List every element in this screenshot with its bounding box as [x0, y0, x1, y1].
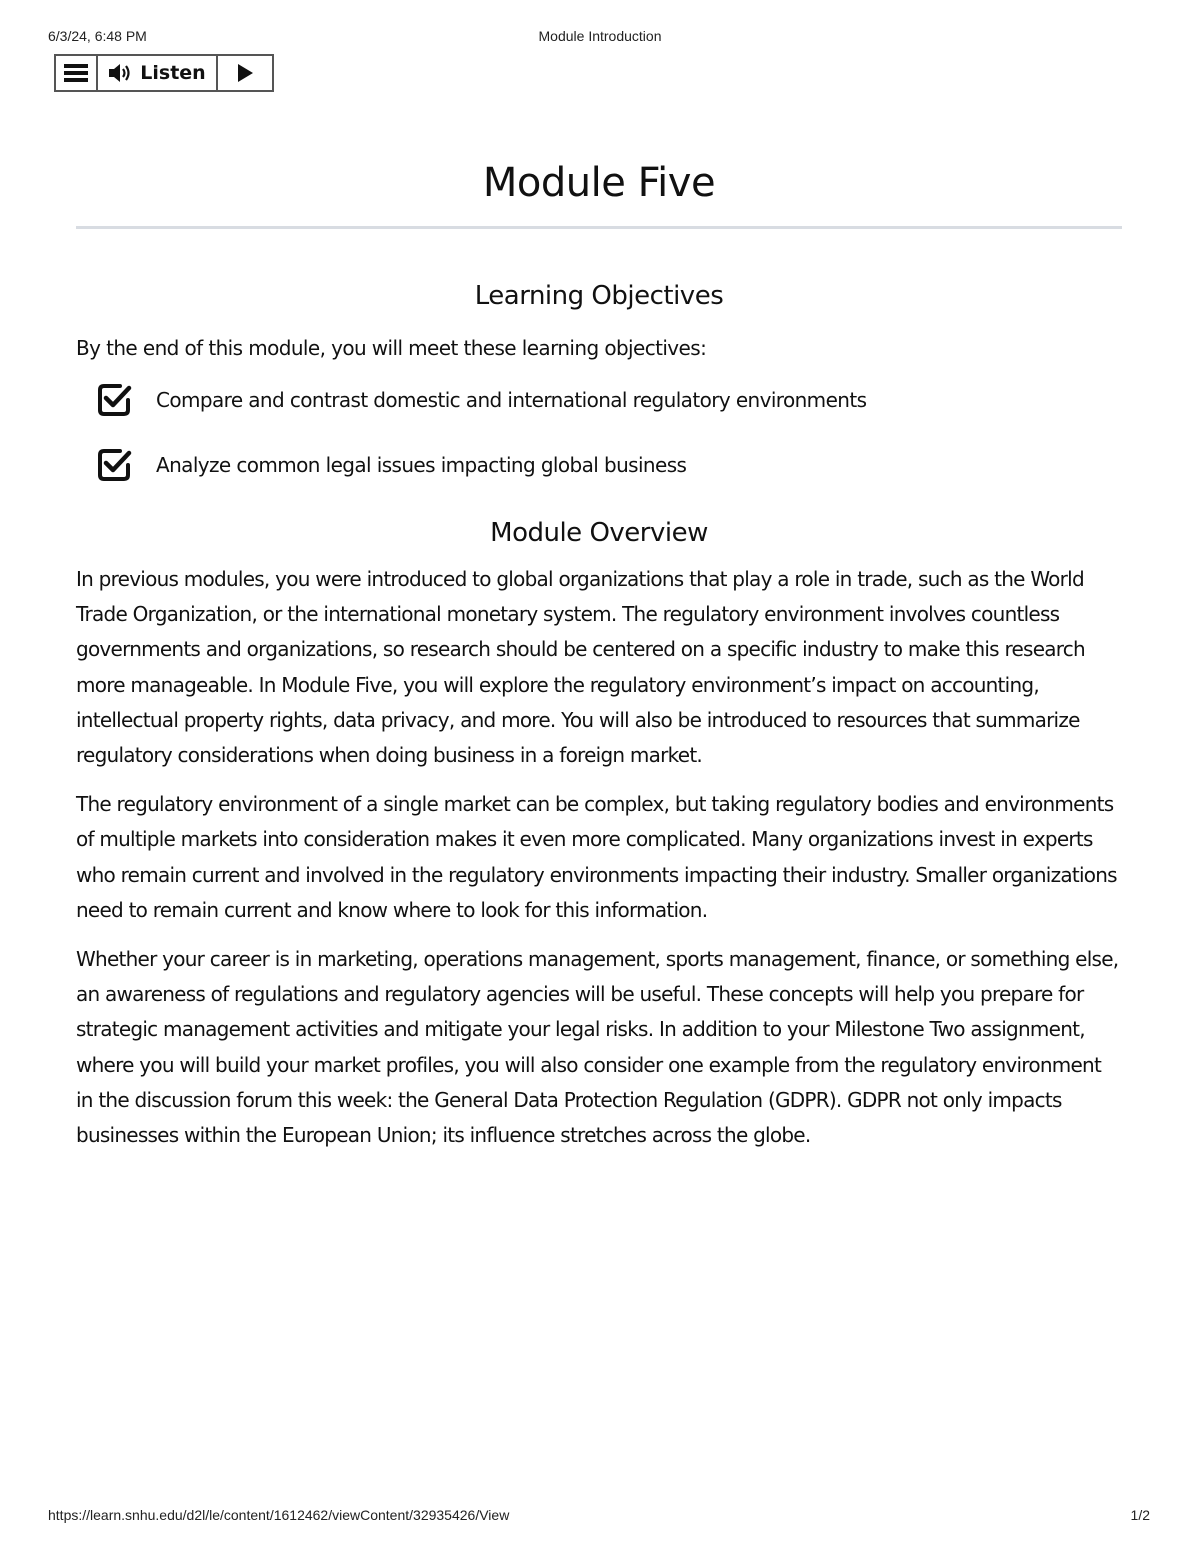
objective-text: Compare and contrast domestic and international regulatory environments [156, 388, 867, 412]
menu-button[interactable] [56, 56, 98, 90]
overview-paragraph: Whether your career is in marketing, operations management, sports management, finance, or something else, an awareness of regulations and regulatory agencies will be useful. These concepts will help you prepare for strategic management activities and mitigate your legal risks. In addition to your Milestone Two assignment, where you will build your market profiles, you will also consider one example from the regulatory environment in the discussion forum this week: the General Data Protection Regulation (GDPR). GDPR not only impacts businesses within the European Union; its influence stretches across the globe. [76, 947, 1119, 1148]
overview-paragraph: The regulatory environment of a single market can be complex, but taking regulatory bodies and environments of multiple markets into consideration makes it even more complicated. Many organizations invest in experts who remain current and involved in the regulatory environments impacting their industry. Smaller organizations need to remain current and know where to look for this information. [76, 792, 1117, 922]
speaker-icon [108, 62, 134, 84]
print-url: https://learn.snhu.edu/d2l/le/content/1612462/viewContent/32935426/View [48, 1507, 510, 1523]
module-content [76, 150, 1122, 1153]
print-header [48, 28, 1152, 48]
overview-paragraph: In previous modules, you were introduced to global organizations that play a role in trade, such as the World Trade Organization, or the international monetary system. The regulatory environment involves countless governments and organizations, so research should be centered on a specific industry to make this research more manageable. In Module Five, you will explore the regulatory environment’s impact on accounting, intellectual property rights, data privacy, and more. You will also be introduced to resources that summarize regulatory considerations when doing business in a foreign market. [76, 567, 1085, 768]
list-item [76, 377, 1122, 423]
hamburger-menu-icon [64, 63, 88, 83]
print-doc-title: Module Introduction [538, 28, 662, 44]
listen-button[interactable] [98, 56, 218, 90]
learning-objectives-heading: Learning Objectives [474, 281, 724, 311]
readspeaker-toolbar [54, 54, 274, 92]
play-icon [236, 63, 254, 83]
list-item [76, 442, 1122, 488]
objectives-intro: By the end of this module, you will meet these learning objectives: [76, 336, 707, 360]
print-datetime: 6/3/24, 6:48 PM [48, 28, 147, 44]
listen-label: Listen [140, 62, 206, 84]
checkbox-checked-icon [96, 382, 132, 418]
page-title: Module Five [76, 150, 1122, 229]
print-footer [48, 1507, 1150, 1527]
play-button[interactable] [218, 56, 272, 90]
objective-text: Analyze common legal issues impacting global business [156, 453, 687, 477]
page-number: 1/2 [1130, 1507, 1150, 1523]
objectives-list [76, 377, 1122, 488]
checkbox-checked-icon [96, 447, 132, 483]
module-overview-heading: Module Overview [490, 518, 708, 548]
